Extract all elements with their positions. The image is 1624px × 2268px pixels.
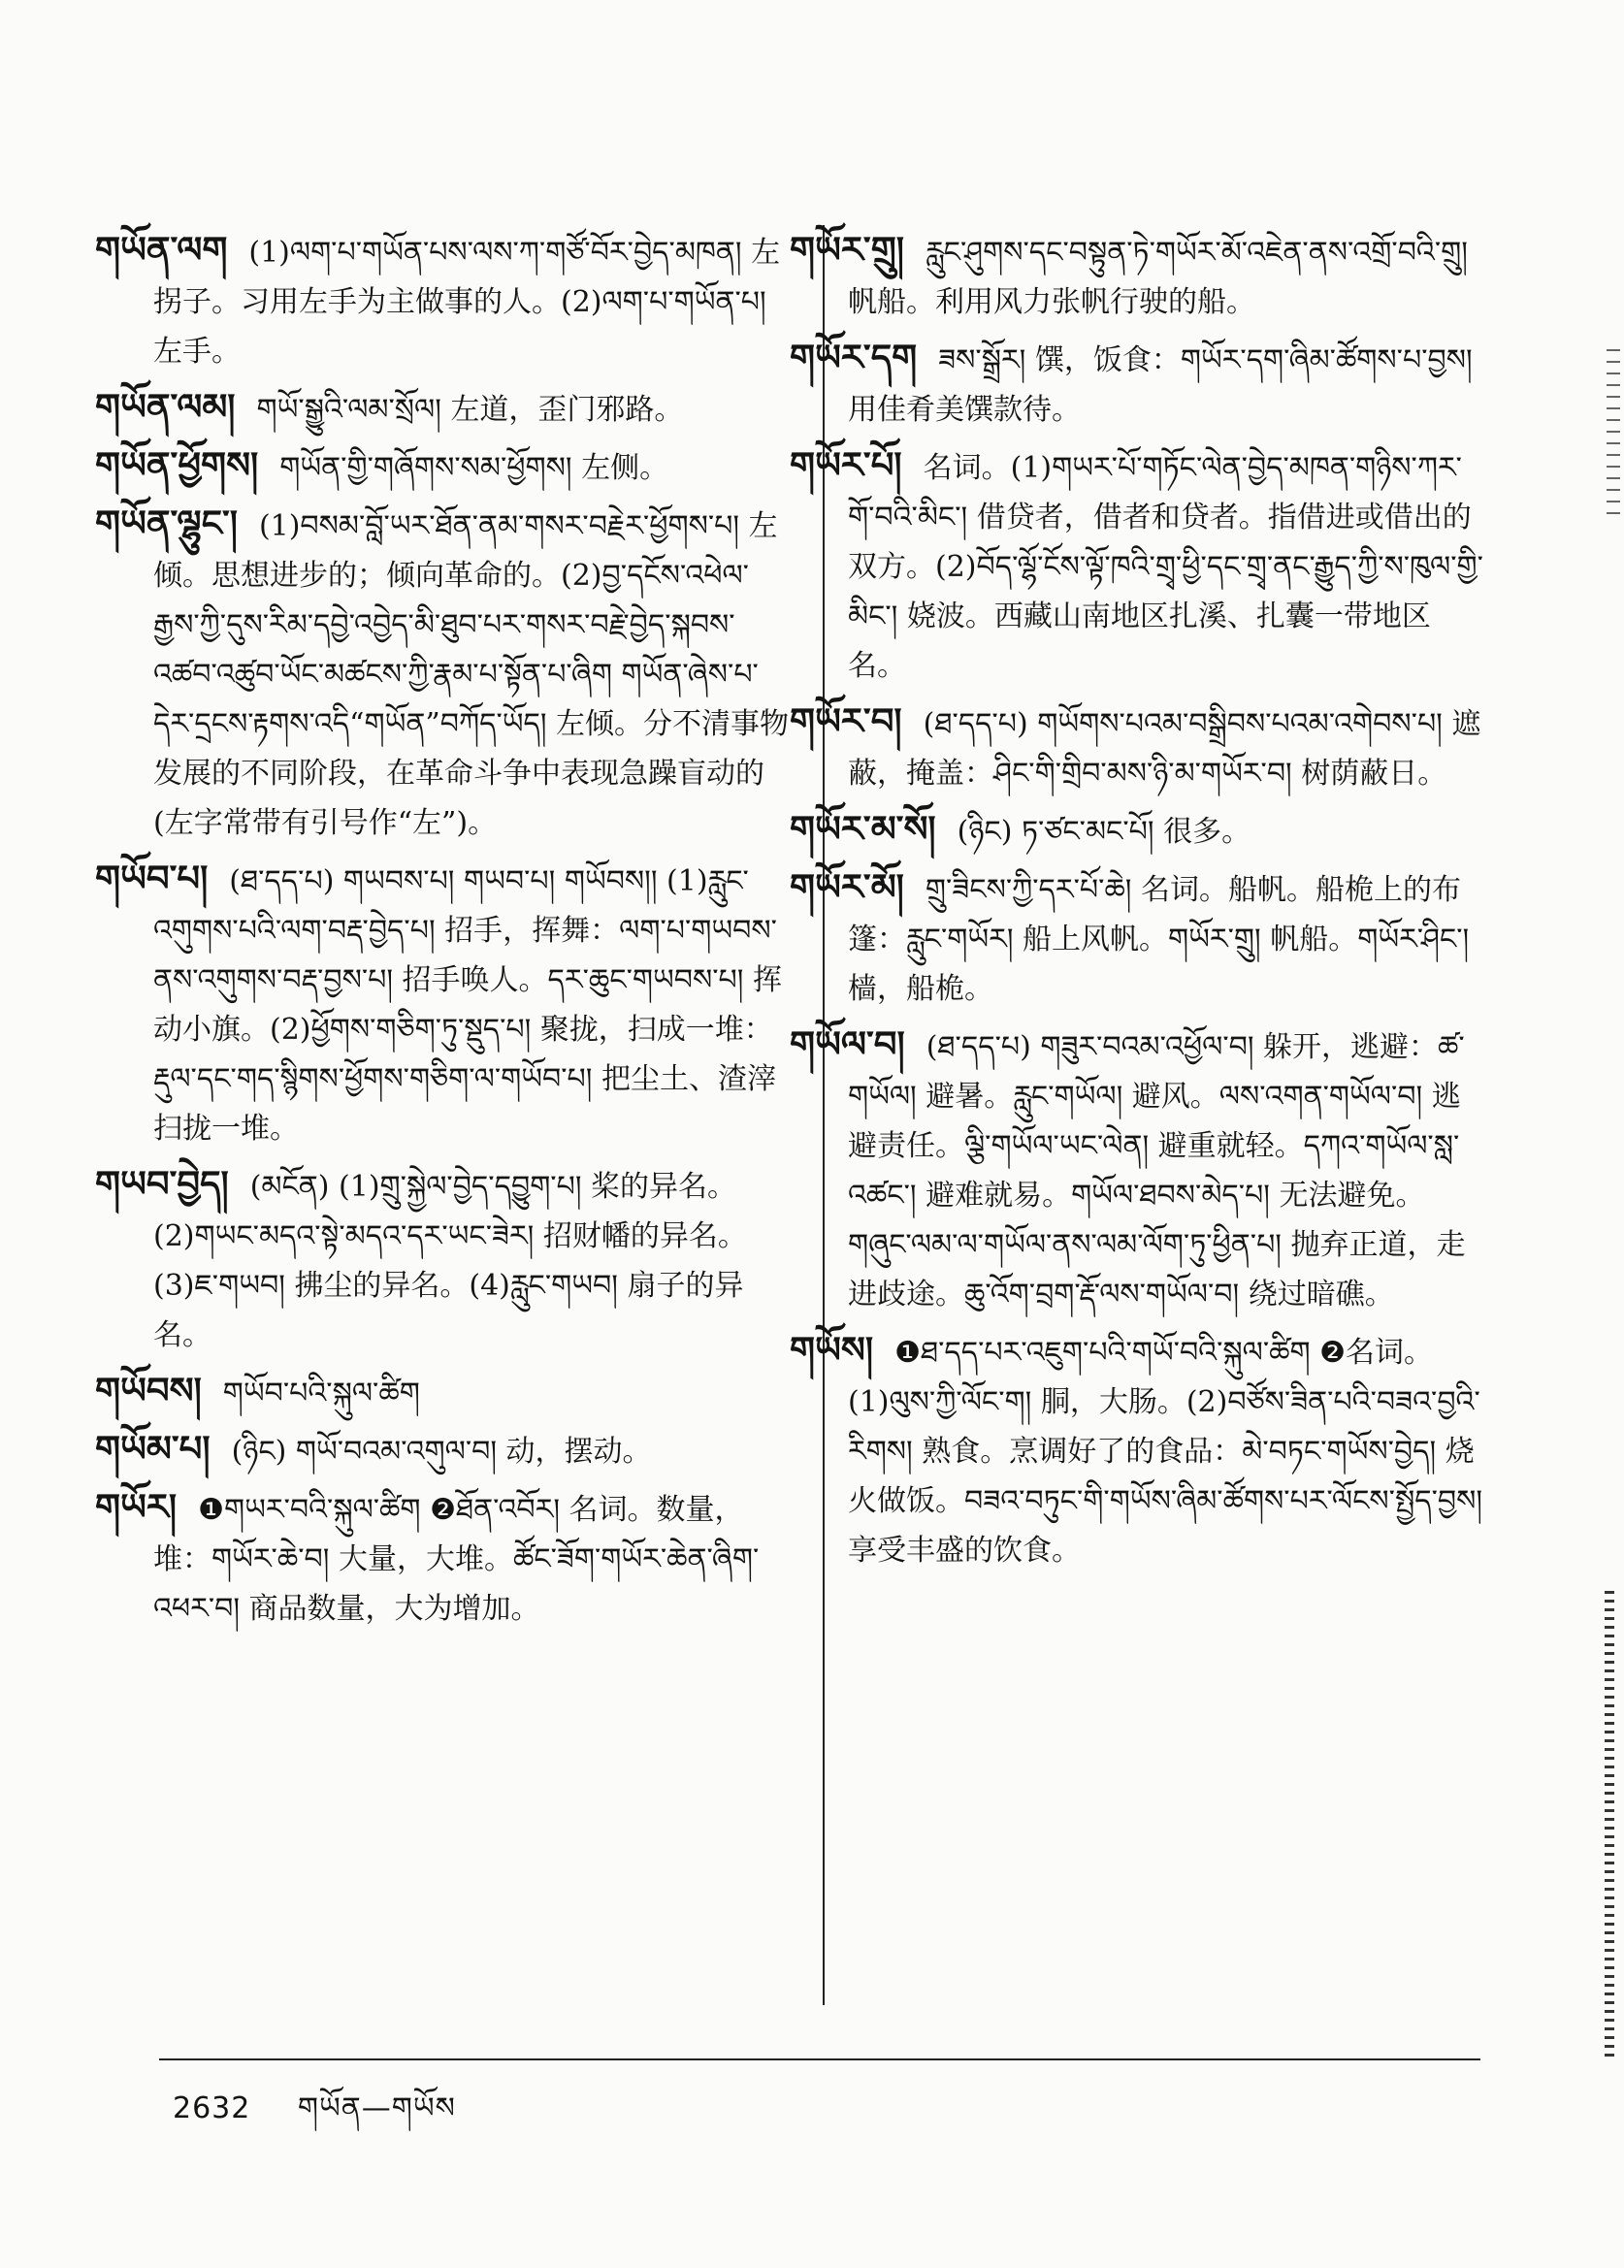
entry-headword: གཡོར་གྲུ། (790, 229, 904, 271)
entry-headword: གཡོར་མོ། (790, 866, 904, 908)
entry-range: གཡོན—གཡོས (297, 2091, 456, 2125)
dictionary-entry (790, 862, 1488, 1014)
dictionary-entry (95, 382, 794, 435)
dictionary-entry (790, 225, 1488, 327)
column-divider (823, 225, 825, 2005)
page-footer (173, 2076, 456, 2157)
entry-headword: གཡོར་བ། (790, 700, 902, 742)
dictionary-entry (95, 1424, 794, 1476)
entry-definition: (ཐ་དད་པ) གཡོགས་པའམ་བསྒྲིབས་པའམ་འགེབས་པ། 遮蔽，掩盖：ཤིང་གི་གྲིབ་མས་ཉི་མ་གཡོར་བ། 树荫蔽日。 (848, 707, 1481, 791)
dictionary-entry (790, 697, 1488, 798)
dictionary-entry (790, 1325, 1488, 1575)
entry-definition: གཡོབ་པའི་སྐུལ་ཚིག (222, 1377, 420, 1410)
entry-headword: གཡོབ་པ། (95, 858, 209, 899)
dictionary-entry (95, 854, 794, 1153)
scan-edge-marks (1605, 1591, 1614, 2057)
dictionary-entry (95, 1482, 794, 1634)
entry-headword: གཡོར། (95, 1486, 178, 1528)
entry-definition: (ཉིང) གཡོ་བའམ་འགུལ་བ། 动，摆动。 (231, 1435, 652, 1469)
entry-definition: (མངོན) (1)གྲུ་སྐྱེལ་བྱེད་དབྱུག་པ། 桨的异名。(2)གཡང་མདའ་སྟེ་མདའ་དར་ཡང་ཟེར། 招财幡的异名。(3)ཇ་གཡབ། 拂尘的异名。(4)རླུང་གཡབ། 扇子的异名。 (153, 1170, 747, 1352)
left-column (95, 225, 794, 1639)
entry-definition: གཡོ་སྒྱུའི་ལམ་སྲོལ། 左道，歪门邪路。 (256, 393, 684, 427)
entry-headword: གཡོར་པོ། (790, 444, 902, 486)
entry-headword: གཡབ་བྱེད། (95, 1163, 229, 1205)
dictionary-entry (95, 440, 794, 493)
page-number: 2632 (173, 2091, 251, 2125)
scan-edge-ticks (1607, 349, 1620, 524)
entry-definition: ❶ཐ་དད་པར་འཇུག་པའི་གཡོ་བའི་སྐུལ་ཚིག ❷名词。(1)ལུས་ཀྱི་ལོང་ག། 胴，大肠。(2)བཙོས་ཟིན་པའི་བཟའ་བྱའི་རིགས། 熟食。烹调好了的食品：མེ་བཏང་གཡོས་བྱེད། 烧火做饭。བཟའ་བཏུང་གི་གཡོས་ཞིམ་ཚོགས་པར་ལོངས་སྤྱོད་བྱས། 享受丰盛的饮食。 (848, 1336, 1483, 1568)
dictionary-entry (790, 1020, 1488, 1319)
right-column (790, 225, 1488, 1581)
entry-definition: (1)ལག་པ་གཡོན་པས་ལས་ཀ་གཙོ་བོར་བྱེད་མཁན། 左拐子。习用左手为主做事的人。(2)ལག་པ་གཡོན་པ། 左手。 (153, 236, 781, 369)
entry-headword: གཡོན་ལྷུང་། (95, 502, 238, 544)
entry-definition: ཟས་སྒྲོར། 馔，饭食：གཡོར་དག་ཞིམ་ཚོགས་པ་བྱས། 用佳肴美馔款待。 (848, 343, 1473, 427)
entry-headword: གཡོན་ལམ། (95, 386, 236, 428)
dictionary-entry (95, 1159, 794, 1360)
dictionary-entry (790, 333, 1488, 435)
entry-definition: ❶གཡར་བའི་སྐུལ་ཚིག ❷ཐོན་འབོར། 名词。数量，堆：གཡོར་ཆེ་བ། 大量，大堆。ཚོང་ཟོག་གཡོར་ཆེན་ཞིག་འཕར་བ། 商品数量，大为增加。 (153, 1493, 760, 1626)
dictionary-entry (95, 1366, 794, 1418)
entry-headword: གཡོན་ཕྱོགས། (95, 444, 259, 486)
entry-headword: གཡོན་ལག (95, 229, 228, 271)
entry-headword: གཡོལ་བ། (790, 1023, 905, 1065)
entry-headword: གཡོབས། (95, 1370, 202, 1411)
entry-headword: གཡོམ་པ། (95, 1428, 211, 1470)
entry-headword: གཡོར་དག (790, 337, 918, 378)
dictionary-entry (95, 499, 794, 848)
dictionary-entry (95, 225, 794, 376)
entry-definition: (ཉིང) ཏ་ཙང་མང་པོ། 很多。 (957, 815, 1251, 849)
entry-definition: གྲུ་ཟིངས་ཀྱི་དར་པོ་ཆེ། 名词。船帆。船桅上的布篷：རླུང་གཡོར། 船上风帆。གཡོར་གྲུ། 帆船。གཡོར་ཤིང་། 樯，船桅。 (848, 873, 1470, 1006)
entry-definition: (ཐ་དད་པ) གཟུར་བའམ་འཕྱོལ་བ། 躲开，逃避：ཚ་གཡོལ། 避暑。རླུང་གཡོལ། 避风。ལས་འགན་གཡོལ་བ། 逃避责任。ལྕི་གཡོལ་ཡང་ལེན། 避重就轻。དཀའ་གཡོལ་སླ་འཚང་། 避难就易。གཡོལ་ཐབས་མེད་པ། 无法避免。གཞུང་ལམ་ལ་གཡོལ་ནས་ལམ་ལོག་ཏུ་ཕྱིན་པ། 抛弃正道，走进歧途。ཆུ་འོག་བྲག་རྡོ་ལས་གཡོལ་བ། 绕过暗礁。 (848, 1030, 1466, 1312)
footer-rule (159, 2058, 1480, 2060)
dictionary-entry (790, 440, 1488, 691)
entry-definition: རླུང་ཤུགས་དང་བསྟུན་ཏེ་གཡོར་མོ་འཇེན་ནས་འགྲོ་བའི་གྲུ། 帆船。利用风力张帆行驶的船。 (848, 236, 1468, 319)
entry-headword: གཡོར་མ་སོ། (790, 808, 936, 850)
dictionary-entry (790, 804, 1488, 857)
entry-definition: (ཐ་དད་པ) གཡབས་པ། གཡབ་པ། གཡོབས།། (1)རླུང་འགུགས་པའི་ལག་བརྡ་བྱེད་པ། 招手，挥舞：ལག་པ་གཡབས་ནས་འགུགས་བརྡ་བྱས་པ། 招手唤人。དར་ཆུང་གཡབས་པ། 挥动小旗。(2)ཕྱོགས་གཅིག་ཏུ་སྡུད་པ། 聚拢，扫成一堆：རྡུལ་དང་གད་སྙིགས་ཕྱོགས་གཅིག་ལ་གཡོབ་པ། 把尘土、渣滓扫拢一堆。 (153, 864, 782, 1146)
entry-definition: གཡོན་གྱི་གཞོགས་སམ་ཕྱོགས། 左侧。 (279, 451, 669, 485)
entry-headword: གཡོས། (790, 1329, 874, 1371)
entry-definition: (1)བསམ་བློ་ཡར་ཐོན་ནམ་གསར་བརྗེར་ཕྱོགས་པ། 左倾。思想进步的；倾向革命的。(2)བྱ་དངོས་འཕེལ་རྒྱས་ཀྱི་དུས་རིམ་དབྱེ་འབྱེད་མི་ཐུབ་པར་གསར་བརྗེ་བྱེད་སྐབས་འཚབ་འཚུབ་ཡོང་མཚངས་ཀྱི་རྣམ་པ་སྟོན་པ་ཞིག གཡོན་ཞེས་པ་དེར་དྲངས་རྟགས་འདི“གཡོན”བཀོད་ཡོད། 左倾。分不清事物发展的不同阶段，在革命斗争中表现急躁盲动的(左字常带有引号作“左”)。 (153, 509, 790, 840)
entry-definition: 名词。(1)གཡར་པོ་གཏོང་ལེན་བྱེད་མཁན་གཉིས་ཀར་གོ་བའི་མིང་། 借贷者，借者和贷者。指借进或借出的双方。(2)བོད་ལྷོ་ངོས་ལྟོ་ཁའི་གྲྭ་ཕྱི་དང་གྲྭ་ནང་རྒྱུད་ཀྱི་ས་ཁུལ་གྱི་མིང་། 娆波。西藏山南地区扎溪、扎囊一带地区名。 (848, 451, 1483, 683)
